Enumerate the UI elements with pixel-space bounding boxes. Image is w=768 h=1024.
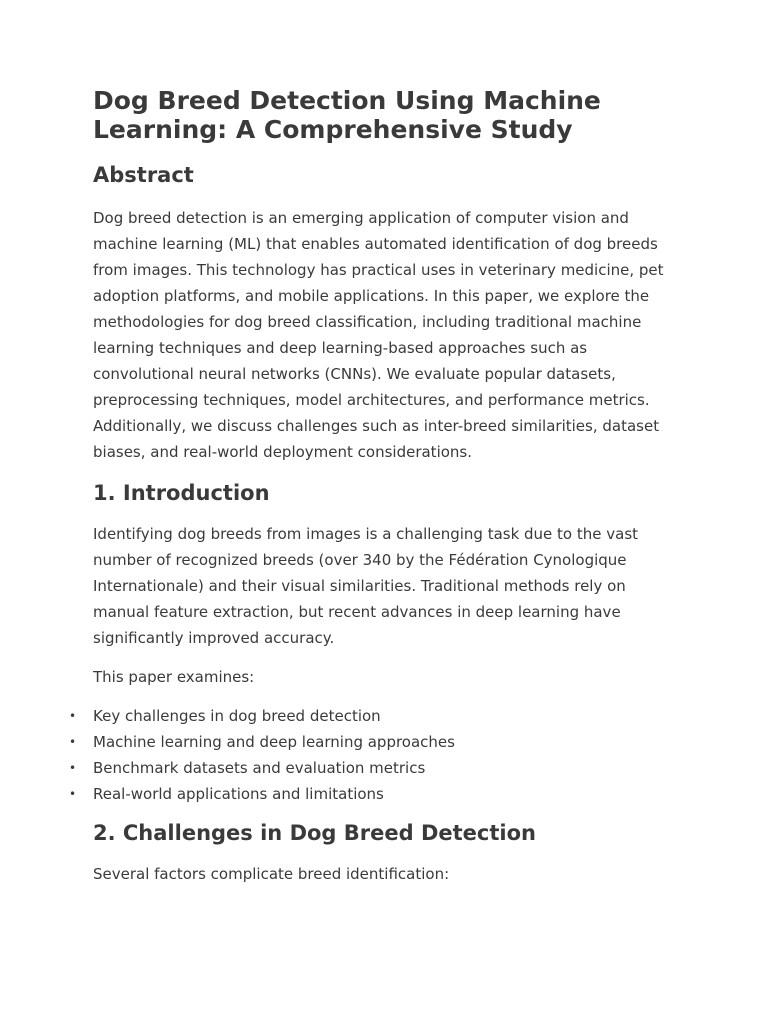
abstract-heading: Abstract [93, 163, 194, 187]
abstract-paragraph: Dog breed detection is an emerging application of computer vision and machine learning (ML) that enables automated identification of dog breeds from images. This technology has practical uses in veterinary medicine, pet adoption platforms, and mobile applications. In this paper, we explore the methodologies for dog breed classification, including traditional machine learning techniques and deep learning-based approaches such as convolutional neural networks (CNNs). We evaluate popular datasets, preprocessing techniques, model architectures, and performance metrics. Additionally, we discuss challenges such as inter-breed similarities, dataset biases, and real-world deployment considerations. [93, 209, 664, 461]
list-item-text: Key challenges in dog breed detection [93, 707, 381, 725]
list-item [69, 781, 673, 807]
introduction-lead: This paper examines: [93, 668, 255, 686]
bullet-icon: • [69, 761, 77, 775]
introduction-paragraph: Identifying dog breeds from images is a challenging task due to the vast number of recognized breeds (over 340 by the Fédération Cynologique Internationale) and their visual similarities. Traditional methods rely on manual feature extraction, but recent advances in deep learning have significantly improved accuracy. [93, 525, 639, 647]
document-page [69, 86, 673, 899]
bullet-icon: • [69, 709, 77, 723]
bullet-icon: • [69, 735, 77, 749]
bullet-icon: • [69, 787, 77, 801]
challenges-paragraph: Several factors complicate breed identification: [93, 865, 450, 883]
list-item-text: Real-world applications and limitations [93, 785, 384, 803]
introduction-heading: 1. Introduction [93, 481, 270, 505]
list-item-text: Machine learning and deep learning approaches [93, 733, 455, 751]
list-item-text: Benchmark datasets and evaluation metrics [93, 759, 426, 777]
document-title: Dog Breed Detection Using Machine Learning: A Comprehensive Study [93, 86, 601, 144]
list-item [69, 703, 673, 729]
examined-topics-list [69, 703, 673, 807]
challenges-heading: 2. Challenges in Dog Breed Detection [93, 821, 536, 845]
list-item [69, 729, 673, 755]
list-item [69, 755, 673, 781]
